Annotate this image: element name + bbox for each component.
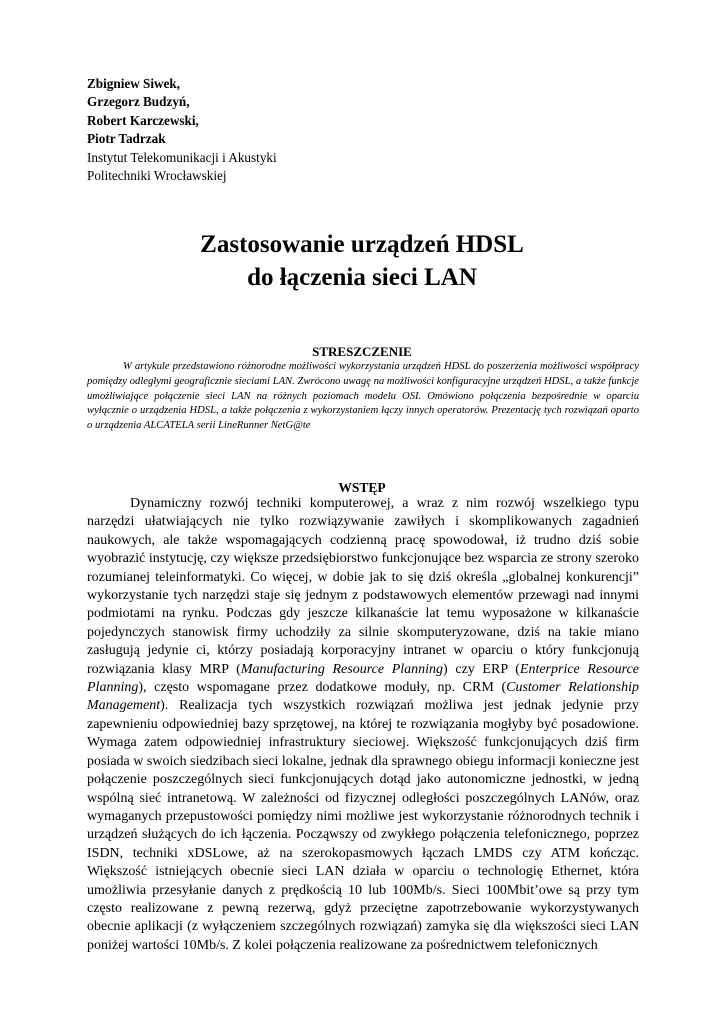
paper-title (0, 228, 724, 294)
term-erp: Enterprice Resource Planning (87, 661, 639, 696)
paragraph-text: ). Realizacja tych wszystkich rozwiązań możliwa jest jednak jedynie przy zapewnieniu odpowiedniej bazy sprzętowej, na której te rozwiązania mogłyby być posadowione. Wymaga zatem odpowiedniej infrastruktury sieciowej. Większość funkcjonujących dziś firm posiada w swoich siedzibach sieci lokalne, jednak dla sprawnego obiegu informacji konieczne jest połączenie poszczególnych sieci funkcjonujących dotąd jako autonomiczne jednostki, w jedną wspólną sieć intranetową. W zależności od fizycznej odległości poszczególnych LANów, oraz wymaganych przepustowości pomiędzy nimi możliwe jest wykorzystanie różnorodnych technik i urządzeń służących do ich łączenia. Począwszy od zwykłego połączenia telefonicznego, poprzez ISDN, techniki xDSLowe, aż na szerokopasmowych łączach LMDS czy ATM kończąc. Większość istniejących obecnie sieci LAN działa w oparciu o technologię Ethernet, która umożliwia przesyłanie danych z prędkością 10 lub 100Mb/s. Sieci 100Mbit’owe są przy tym często realizowane z pewną rezerwą, gdyż przeciętne zapotrzebowanie wykorzystywanych obecnie aplikacji (z wyłączeniem szczególnych rozwiązań) zamyka się dla większości sieci LAN poniżej wartości 10Mb/s. Z kolei połączenia realizowane za pośrednictwem telefonicznych (87, 698, 639, 953)
affiliation-line: Politechniki Wrocławskiej (87, 168, 227, 184)
paragraph-text: ) czy ERP ( (443, 661, 520, 677)
affiliation-line: Instytut Telekomunikacji i Akustyki (87, 149, 277, 165)
abstract-heading: STRESZCZENIE (312, 344, 412, 359)
author-name: Piotr Tadrzak (87, 131, 166, 147)
introduction-paragraph (87, 495, 639, 955)
abstract-text: W artykule przedstawiono różnorodne możliwości wykorzystania urządzeń HDSL do poszerzenia możliwości współpracy pomiędzy odległymi geograficznie sieciami LAN. Zwrócono uwagę na możliwości konfiguracyjne urządzeń HDSL, a także funkcje umożliwiające połączenie sieci LAN na różnych poziomach modelu OSI. Omówiono połączenia bezpośrednie w oparciu wyłącznie o urządzenia HDSL, a także połączenia z wykorzystaniem łączy innych operatorów. Prezentację tych rozwiązań oparto o urządzenia ALCATELA serii LineRunner NetG@te (87, 361, 639, 432)
paragraph-text: Dynamiczny rozwój techniki komputerowej, a wraz z nim rozwój wszelkiego typu narzędzi ułatwiających nie tylko rozwiązywanie zawiłych i skomplikowanych zagadnień naukowych, ale także wspomagających codzienną pracę spowodował, iż trudno dziś sobie wyobrazić instytucję, czy większe przedsiębiorstwo funkcjonujące bez wsparcia ze strony szeroko rozumianej teleinformatyki. Co więcej, w dobie jak to się dziś określa „globalnej konkurencji” wykorzystanie tych narzędzi staje się jednym z podstawowych elementów przewagi nad innymi podmiotami na rynku. Podczas gdy jeszcze kilkanaście lat temu wyposażone w kilkanaście pojedynczych stanowisk firmy uchodziły za silnie skomputeryzowane, dziś na takie miano zasługują jedynie ci, którzy posiadają korporacyjny intranet w oparciu o który funkcjonują rozwiązania klasy MRP ( (87, 496, 639, 677)
title-line-2: do łączenia sieci LAN (247, 264, 477, 291)
term-mrp: Manufacturing Resource Planning (240, 661, 444, 677)
author-name: Zbigniew Siwek, (87, 76, 181, 91)
author-block (87, 75, 277, 185)
author-name: Grzegorz Budzyń, (87, 94, 190, 110)
term-crm: Customer Relationship Management (87, 680, 639, 714)
title-line-1: Zastosowanie urządzeń HDSL (200, 231, 524, 258)
author-name: Robert Karczewski, (87, 112, 199, 128)
section-heading-introduction: WSTĘP (338, 480, 386, 495)
paragraph-text: ), często wspomagane przez dodatkowe moduły, np. CRM ( (138, 680, 507, 696)
